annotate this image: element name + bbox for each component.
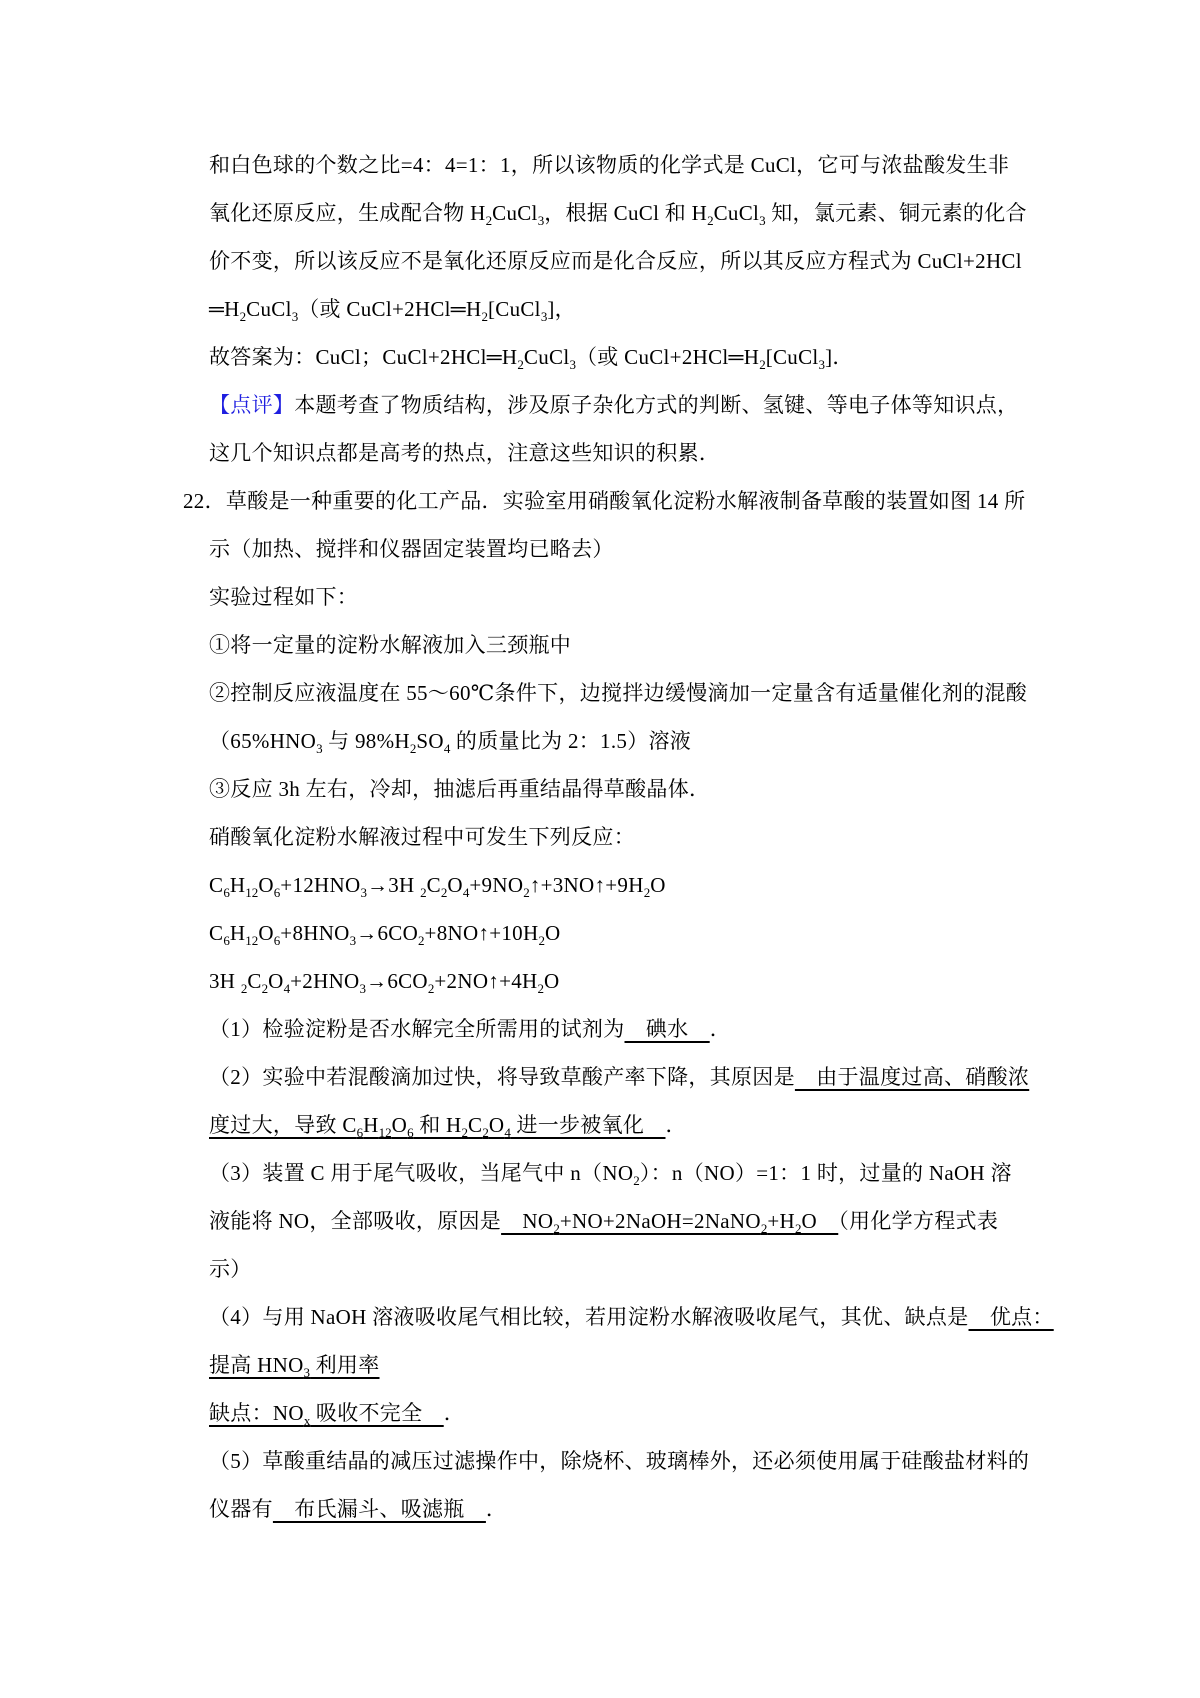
text-line — [183, 1485, 1063, 1533]
text-segment: 氧化还原反应，生成配合物 $H_2CuCl_3$，根据 CuCl 和 $H_2CuCl_3$ 知，氯元素、铜元素的化合 — [209, 201, 1027, 229]
text-segment: （2）实验中若混酸滴加过快，将导致草酸产率下降，其原因是 — [209, 1065, 795, 1089]
text-segment: 故答案为：CuCl；$CuCl+2HCl═H_2CuCl_3$（或 $CuCl+2HCl═H_2[CuCl_3]$． — [209, 345, 854, 373]
text-line — [183, 765, 1063, 813]
text-line — [183, 621, 1063, 669]
text-segment: 液能将 NO，全部吸收，原因是 — [209, 1209, 502, 1233]
text-segment: ①将一定量的淀粉水解液加入三颈瓶中 — [209, 633, 572, 657]
text-line — [183, 573, 1063, 621]
text-segment: $═H_2CuCl_3$（或 $CuCl+2HCl═H_2[CuCl_3]$， — [209, 297, 576, 325]
text-segment: 【点评】 — [209, 393, 295, 417]
text-line — [183, 381, 1063, 429]
text-segment: 硝酸氧化淀粉水解液过程中可发生下列反应： — [209, 825, 635, 849]
text-line — [183, 1389, 1063, 1437]
text-line — [183, 957, 1063, 1005]
text-line — [183, 1053, 1063, 1101]
answer-underline-text: 由于温度过高、硝酸浓 — [794, 1065, 1030, 1089]
text-segment: ． — [709, 1017, 732, 1041]
text-segment: ． — [665, 1113, 687, 1137]
answer-underline-text: 布氏漏斗、吸滤瓶 — [272, 1497, 486, 1521]
text-segment: 价不变，所以该反应不是氧化还原反应而是化合反应，所以其反应方程式为 CuCl+2HCl — [209, 249, 1022, 273]
document-text-block — [183, 141, 1063, 1533]
answer-underline-text: 碘水 — [624, 1017, 710, 1041]
text-segment: （5）草酸重结晶的减压过滤操作中，除烧杯、玻璃棒外，还必须使用属于硅酸盐材料的 — [209, 1449, 1030, 1473]
text-line — [183, 1101, 1063, 1149]
text-segment: ． — [443, 1401, 466, 1425]
text-line — [183, 1005, 1063, 1053]
answer-underline-text: 提高 $HNO_3$ 利用率 — [209, 1353, 380, 1381]
text-segment: 3H $_2C_2O_4+2HNO_3\to 6CO_2+2NO↑+4H_2O$ — [209, 969, 560, 997]
text-line — [183, 189, 1063, 237]
text-line — [183, 285, 1063, 333]
text-line — [183, 669, 1063, 717]
text-segment: $C_6H_{12}O_6+8HNO_3\to 6CO_2+8NO↑+10H_2O$ — [209, 921, 561, 949]
text-segment: 本题考查了物质结构，涉及原子杂化方式的判断、氢键、等电子体等知识点， — [294, 393, 1019, 417]
text-line — [183, 717, 1063, 765]
text-segment: （用化学方程式表 — [838, 1209, 999, 1233]
text-line — [183, 1245, 1063, 1293]
answer-underline-text: $NO_2+NO+2NaOH=2NaNO_2+H_2O$ — [501, 1209, 839, 1237]
text-line — [183, 1293, 1063, 1341]
text-line — [183, 861, 1063, 909]
text-segment: 和白色球的个数之比=4：4=1：1，所以该物质的化学式是 CuCl，它可与浓盐酸发生非 — [209, 153, 1010, 177]
text-segment: ②控制反应液温度在 55～60℃条件下，边搅拌边缓慢滴加一定量含有适量催化剂的混酸 — [209, 681, 1028, 705]
text-line — [183, 1341, 1063, 1389]
text-segment: 这几个知识点都是高考的热点，注意这些知识的积累． — [209, 441, 721, 465]
text-line — [183, 1197, 1063, 1245]
answer-underline-text: 度过大，导致 $C_6H_{12}O_6$ 和 $H_2C_2O_4$ 进一步被氧化 — [209, 1113, 666, 1141]
text-segment: ③反应 3h 左右，冷却，抽滤后再重结晶得草酸晶体． — [209, 777, 711, 801]
text-line — [183, 1149, 1063, 1197]
text-segment: （$65\%HNO_3$ 与 $98\%H_2SO_4$ 的质量比为 2：1.5）溶液 — [209, 729, 692, 757]
text-line — [183, 813, 1063, 861]
text-line — [183, 237, 1063, 285]
answer-underline-text: 缺点：$NO_x$ 吸收不完全 — [209, 1401, 444, 1429]
answer-underline-text: 优点： — [968, 1305, 1054, 1329]
text-segment: 示（加热、搅拌和仪器固定装置均已略去） — [209, 537, 614, 561]
text-segment: （4）与用 NaOH 溶液吸收尾气相比较，若用淀粉水解液吸收尾气，其优、缺点是 — [209, 1305, 969, 1329]
text-line — [183, 477, 1063, 525]
text-segment: ． — [485, 1497, 508, 1521]
text-segment: 实验过程如下： — [209, 585, 359, 609]
text-line — [183, 333, 1063, 381]
text-line — [183, 1437, 1063, 1485]
text-segment: 仪器有 — [209, 1497, 273, 1521]
text-segment: （3）装置 C 用于尾气吸收，当尾气中 $n(NO_2)$：n（NO）=1：1 时，过量的 NaOH 溶 — [209, 1161, 1012, 1189]
text-line — [183, 429, 1063, 477]
text-line — [183, 525, 1063, 573]
text-segment: 22．草酸是一种重要的化工产品．实验室用硝酸氧化淀粉水解液制备草酸的装置如图 14 所 — [183, 489, 1026, 513]
text-line — [183, 909, 1063, 957]
text-segment: 示） — [209, 1257, 252, 1281]
text-line — [183, 141, 1063, 189]
text-segment: （1）检验淀粉是否水解完全所需用的试剂为 — [209, 1017, 625, 1041]
text-segment: $C_6H_{12}O_6+12HNO_3\to 3H$ $_2C_2O_4+9NO_2↑+3NO↑+9H_2O$ — [209, 873, 666, 901]
